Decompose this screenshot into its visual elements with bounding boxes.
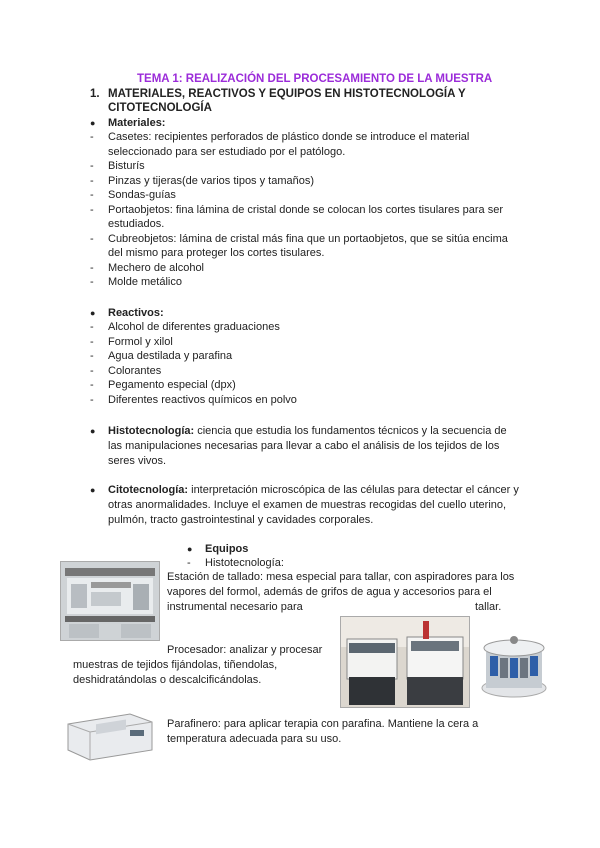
procesador-line1: Procesador: analizar y procesar — [167, 644, 323, 656]
materiales-item: Portaobjetos: fina lámina de cristal donde se colocan los cortes tisulares para ser — [108, 203, 503, 216]
dash-marker: - — [90, 379, 94, 391]
materiales-item: Casetes: recipientes perforados de plástico donde se introduce el material — [108, 131, 470, 143]
materiales-item: Pinzas y tijeras(de varios tipos y tamaños) — [108, 174, 315, 187]
materiales-item-cont: del mismo para proteger los cortes tisulares. — [108, 247, 325, 259]
section-number: 1. — [90, 88, 100, 100]
bullet-icon: ● — [90, 308, 96, 318]
dash-marker: - — [90, 160, 94, 172]
dash-marker: - — [90, 203, 94, 216]
materiales-item: Mechero de alcohol — [108, 261, 205, 274]
bullet-icon: ● — [90, 118, 96, 128]
equipos-sub: Histotecnología: — [205, 557, 284, 569]
parafinero-line1: Parafinero: para aplicar terapia con parafina. Mantiene la cera a — [167, 718, 479, 730]
bullet-icon: ● — [187, 544, 193, 554]
estacion-tallado-image — [60, 561, 160, 641]
estacion-line3a: instrumental necesario para — [167, 601, 303, 613]
dash-marker: - — [90, 174, 94, 187]
citotecnologia-line2: otras anormalidades. Incluye el examen de muestras recogidas del cuello uterino, — [108, 499, 507, 511]
citotecnologia-line1: Citotecnología: interpretación microscópica de las células para detectar el cáncer y — [108, 484, 519, 496]
histotecnologia-line1: Histotecnología: ciencia que estudia los fundamentos técnicos y la secuencia de — [108, 425, 507, 437]
reactivos-item: Formol y xilol — [108, 335, 173, 348]
estacion-line2: vapores del formol, además de grifos de agua y accesorios para el — [167, 586, 492, 598]
section-heading-line2: CITOTECNOLOGÍA — [108, 102, 212, 114]
materiales-item: Molde metálico — [108, 276, 182, 288]
materiales-item-cont: seleccionado para ser estudiado por el patólogo. — [108, 145, 346, 158]
dash-marker: - — [90, 232, 94, 245]
materiales-item: Sondas-guías — [108, 189, 176, 201]
materiales-item: Bisturís — [108, 160, 145, 172]
parafinero-line2: temperatura adecuada para su uso. — [167, 733, 342, 745]
reactivos-item: Diferentes reactivos químicos en polvo — [108, 393, 297, 406]
materiales-item-cont: estudiados. — [108, 218, 165, 230]
dash-marker: - — [90, 321, 94, 333]
bullet-icon: ● — [90, 426, 96, 436]
reactivos-heading: Reactivos: — [108, 307, 164, 319]
procesador-image — [340, 616, 470, 708]
parafinero-image — [60, 706, 158, 764]
histotecnologia-line2: las manipulaciones necesarias para llevar a cabo el análisis de los tejidos de los — [108, 440, 500, 452]
reactivos-item: Agua destilada y parafina — [108, 350, 233, 362]
dash-marker: - — [90, 350, 94, 362]
dash-marker: - — [187, 557, 191, 569]
citotecnologia-line3: pulmón, tracto gastrointestinal y cavidades corporales. — [108, 514, 374, 526]
dash-marker: - — [90, 131, 94, 143]
page-title: TEMA 1: REALIZACIÓN DEL PROCESAMIENTO DE LA MUESTRA — [137, 73, 493, 85]
section-heading-line1: MATERIALES, REACTIVOS Y EQUIPOS EN HISTOTECNOLOGÍA Y — [108, 88, 466, 100]
carrusel-image — [478, 628, 550, 700]
histotecnologia-line3: seres vivos. — [108, 455, 167, 467]
dash-marker: - — [90, 393, 94, 406]
equipos-heading: Equipos — [205, 543, 249, 555]
dash-marker: - — [90, 276, 94, 288]
materiales-item: Cubreobjetos: lámina de cristal más fina que un portaobjetos, que se sitúa encima — [108, 232, 508, 245]
reactivos-item: Colorantes — [108, 364, 162, 377]
procesador-line2: muestras de tejidos fijándolas, tiñendolas, — [73, 659, 278, 671]
materiales-heading: Materiales: — [108, 117, 166, 129]
dash-marker: - — [90, 261, 94, 274]
dash-marker: - — [90, 189, 94, 201]
dash-marker: - — [90, 335, 94, 348]
bullet-icon: ● — [90, 485, 96, 495]
reactivos-item: Pegamento especial (dpx) — [108, 379, 236, 391]
estacion-line3b: tallar. — [475, 601, 502, 613]
dash-marker: - — [90, 364, 94, 377]
estacion-line1: Estación de tallado: mesa especial para tallar, con aspiradores para los — [167, 571, 515, 583]
reactivos-item: Alcohol de diferentes graduaciones — [108, 321, 280, 333]
procesador-line3: deshidratándolas o descalcificándolas. — [73, 674, 262, 686]
